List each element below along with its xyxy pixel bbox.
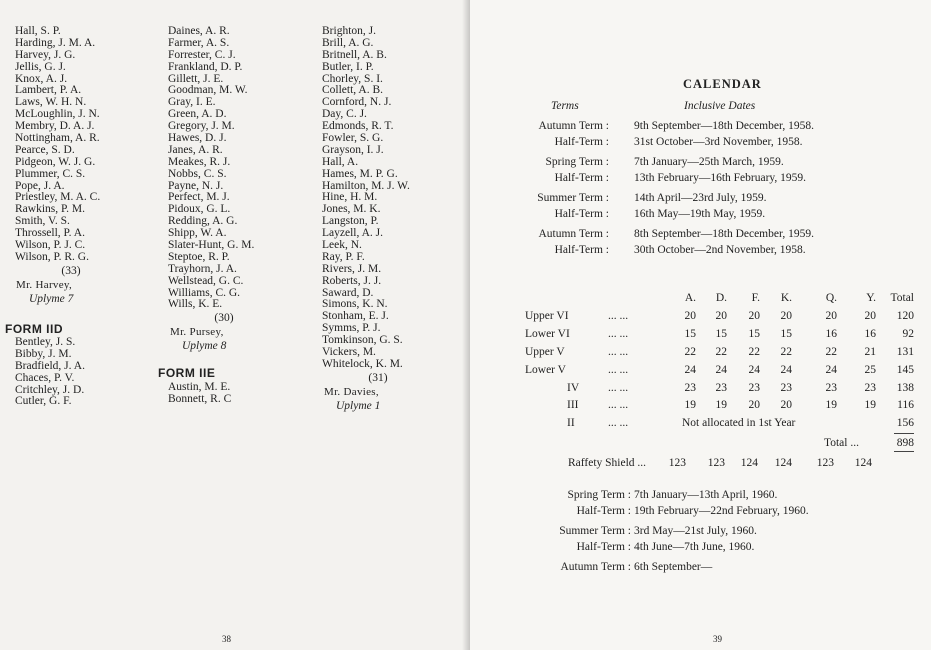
form-count: (33) — [61, 264, 81, 277]
row-label: III — [567, 399, 579, 412]
table-cell: 24 — [748, 363, 760, 376]
table-cell: 20 — [748, 399, 760, 412]
dates-header: Inclusive Dates — [684, 100, 756, 112]
table-cell: 131 — [896, 345, 914, 358]
student-name: Layzell, A. J. — [322, 227, 383, 240]
table-cell: 24 — [684, 363, 696, 376]
table-cell: 16 — [864, 327, 876, 340]
form-room: Uplyme 8 — [182, 340, 227, 353]
row-label: Lower V — [525, 363, 566, 376]
table-cell: 20 — [825, 309, 837, 322]
term-dates: 30th October—2nd November, 1958. — [634, 244, 806, 256]
table-cell: 23 — [780, 381, 792, 394]
term-label: Half-Term : — [554, 244, 609, 256]
table-cell: 16 — [825, 327, 837, 340]
term-label: Half-Term : — [576, 505, 631, 517]
page-number-left: 38 — [222, 634, 231, 644]
total-rule-bottom — [894, 451, 914, 452]
student-name: Hames, M. P. G. — [322, 167, 398, 180]
student-name: Nottingham, A. R. — [15, 132, 100, 145]
term-label: Half-Term : — [576, 541, 631, 553]
student-name: Ray, P. F. — [322, 250, 365, 263]
term-dates: 13th February—16th February, 1959. — [634, 172, 807, 184]
student-name: Austin, M. E. — [168, 381, 231, 393]
grand-total: 898 — [896, 437, 914, 450]
term-label: Summer Term : — [559, 525, 631, 537]
right-page — [470, 0, 931, 650]
term-dates: 6th September— — [634, 561, 713, 573]
table-cell: 19 — [825, 399, 837, 412]
term-dates: 3rd May—21st July, 1960. — [634, 525, 757, 537]
student-name: Edmonds, R. T. — [322, 120, 394, 133]
term-dates: 8th September—18th December, 1959. — [634, 228, 814, 240]
leader-dots: ... ... — [608, 399, 629, 412]
terms-header: Terms — [551, 100, 579, 112]
term-label: Summer Term : — [537, 192, 609, 204]
form-master: Mr. Harvey, — [16, 278, 73, 291]
student-name: Gillett, J. E. — [168, 72, 224, 85]
table-cell: 92 — [902, 327, 914, 340]
row-label: Upper V — [525, 345, 565, 358]
row-label: Upper VI — [525, 309, 569, 322]
student-name: Nobbs, C. S. — [168, 167, 227, 180]
student-name: Laws, W. H. N. — [15, 96, 87, 109]
student-name: Bibby, J. M. — [15, 347, 72, 360]
student-name: Wellstead, G. C. — [168, 274, 244, 287]
row-label: II — [567, 417, 575, 430]
column-header: F. — [751, 292, 760, 304]
student-name: Bonnett, R. C — [168, 392, 232, 405]
term-label: Autumn Term : — [538, 228, 609, 240]
leader-dots: ... ... — [608, 381, 629, 394]
student-name: Forrester, C. J. — [168, 48, 236, 61]
term-dates: 14th April—23rd July, 1959. — [634, 192, 767, 204]
student-name: Janes, A. R. — [168, 143, 223, 156]
allocation-note: Not allocated in 1st Year — [682, 417, 796, 430]
student-name: Farmer, A. S. — [168, 36, 230, 49]
student-name: Harding, J. M. A. — [15, 36, 96, 49]
student-name-list — [322, 26, 462, 371]
student-name: Tomkinson, G. S. — [322, 334, 403, 347]
student-name: Chorley, S. I. — [322, 72, 383, 85]
form-iid-list — [15, 337, 165, 408]
student-name: Pidoux, G. L. — [168, 203, 231, 216]
student-name: Green, A. D. — [168, 108, 227, 121]
student-name-list — [15, 26, 165, 264]
table-cell: 19 — [684, 399, 696, 412]
table-cell: 19 — [715, 399, 727, 412]
term-dates: 31st October—3rd November, 1958. — [634, 136, 803, 148]
table-cell: 15 — [684, 327, 696, 340]
term-label: Half-Term : — [554, 136, 609, 148]
shield-value: 124 — [740, 457, 758, 470]
term-label: Autumn Term : — [538, 120, 609, 132]
student-name: Redding, A. G. — [168, 215, 238, 228]
table-cell: 20 — [780, 399, 792, 412]
table-cell: 25 — [864, 363, 876, 376]
student-name: Knox, A. J. — [15, 72, 68, 85]
student-name: Cornford, N. J. — [322, 96, 392, 109]
table-cell: 22 — [748, 345, 760, 358]
column-header: A. — [684, 292, 696, 304]
table-cell: 23 — [864, 381, 876, 394]
student-name: Harvey, J. G. — [15, 48, 76, 61]
student-name: Plummer, C. S. — [15, 167, 86, 180]
table-cell: 24 — [825, 363, 837, 376]
student-name: Smith, V. S. — [15, 215, 70, 228]
term-dates: 4th June—7th June, 1960. — [634, 541, 755, 553]
table-cell: 138 — [896, 381, 914, 394]
table-cell: 22 — [825, 345, 837, 358]
calendar-title: CALENDAR — [683, 77, 762, 91]
student-name: Wills, K. E. — [168, 298, 223, 311]
term-dates: 7th January—25th March, 1959. — [634, 156, 784, 168]
form-heading-iie: FORM IIE — [158, 366, 216, 380]
term-dates: 19th February—22nd February, 1960. — [634, 505, 809, 517]
table-cell: 156 — [896, 417, 914, 430]
shield-value: 123 — [668, 457, 686, 470]
student-name: Hall, A. — [322, 155, 359, 168]
form-count: (30) — [214, 312, 234, 325]
student-name: Jellis, G. J. — [15, 60, 66, 73]
student-name-list — [15, 337, 165, 408]
student-name: Chaces, P. V. — [15, 371, 75, 384]
student-name: Britnell, A. B. — [322, 48, 387, 61]
student-name: Saward, D. — [322, 286, 374, 299]
column-header: Y. — [866, 292, 876, 304]
form-count: (31) — [368, 371, 388, 384]
student-name: Symms, P. J. — [322, 322, 381, 335]
table-cell: 20 — [864, 309, 876, 322]
form-master: Mr. Pursey, — [170, 326, 224, 339]
student-name: Hamilton, M. J. W. — [322, 179, 410, 192]
student-name: Wilson, P. J. C. — [15, 239, 86, 252]
form-list-column-3 — [322, 26, 462, 413]
table-cell: 23 — [825, 381, 837, 394]
table-cell: 15 — [715, 327, 727, 340]
leader-dots: ... ... — [608, 345, 629, 358]
student-name: Bentley, J. S. — [15, 336, 76, 348]
student-name: Butler, I. P. — [322, 60, 374, 73]
student-name: Payne, N. J. — [168, 179, 224, 192]
row-label: IV — [567, 381, 580, 394]
student-name: Hine, H. M. — [322, 191, 378, 204]
student-name: Lambert, P. A. — [15, 84, 82, 97]
table-cell: 22 — [684, 345, 696, 358]
shield-value: 123 — [707, 457, 725, 470]
total-rule-top — [894, 433, 914, 434]
term-label: Half-Term : — [554, 172, 609, 184]
shield-label: Raffety Shield ... — [568, 457, 647, 470]
table-cell: 20 — [748, 309, 760, 322]
student-name: Hawes, D. J. — [168, 132, 227, 145]
student-name: Cutler, G. F. — [15, 395, 72, 408]
table-cell: 23 — [748, 381, 760, 394]
student-name: Brighton, J. — [322, 25, 376, 37]
table-cell: 116 — [897, 399, 914, 412]
student-name: Collett, A. B. — [322, 84, 384, 97]
column-header: Total — [890, 292, 914, 304]
student-name: Daines, A. R. — [168, 25, 230, 37]
row-label: Lower VI — [525, 327, 570, 340]
student-name: Bradfield, J. A. — [15, 359, 85, 372]
table-cell: 20 — [715, 309, 727, 322]
leader-dots: ... ... — [608, 417, 629, 430]
table-cell: 23 — [684, 381, 696, 394]
student-name: Frankland, D. P. — [168, 60, 243, 73]
student-name: Langston, P. — [322, 215, 379, 228]
table-cell: 21 — [864, 345, 876, 358]
table-cell: 15 — [780, 327, 792, 340]
table-cell: 15 — [748, 327, 760, 340]
student-name: McLoughlin, J. N. — [15, 108, 100, 121]
student-name: Whitelock, K. M. — [322, 357, 403, 370]
column-header: D. — [715, 292, 727, 304]
table-cell: 19 — [864, 399, 876, 412]
leader-dots: ... ... — [608, 327, 629, 340]
student-name: Critchley, J. D. — [15, 383, 85, 396]
student-name: Brill, A. G. — [322, 36, 374, 49]
table-cell: 24 — [715, 363, 727, 376]
table-cell: 22 — [715, 345, 727, 358]
student-name: Williams, C. G. — [168, 286, 241, 299]
total-label: Total ... — [824, 437, 859, 450]
page-number-right: 39 — [713, 634, 722, 644]
student-name: Day, C. J. — [322, 108, 367, 121]
student-name: Meakes, R. J. — [168, 155, 231, 168]
term-dates: 16th May—19th May, 1959. — [634, 208, 766, 220]
term-label: Spring Term : — [545, 156, 609, 168]
student-name: Stonham, E. J. — [322, 310, 389, 323]
student-name: Grayson, I. J. — [322, 143, 384, 156]
form-list-column-1 — [15, 26, 165, 306]
term-dates: 9th September—18th December, 1958. — [634, 120, 814, 132]
form-master: Mr. Davies, — [324, 385, 379, 398]
form-room: Uplyme 7 — [29, 292, 74, 305]
table-cell: 20 — [684, 309, 696, 322]
term-label: Autumn Term : — [560, 561, 631, 573]
leader-dots: ... ... — [608, 309, 629, 322]
shield-value: 124 — [774, 457, 792, 470]
student-name: Throssell, P. A. — [15, 227, 85, 240]
student-name-list — [168, 26, 318, 311]
student-name: Steptoe, R. P. — [168, 250, 230, 263]
student-name: Gregory, J. M. — [168, 120, 235, 133]
student-name: Gray, I. E. — [168, 96, 216, 109]
student-name: Fowler, S. G. — [322, 132, 384, 145]
leader-dots: ... ... — [608, 363, 629, 376]
student-name: Pidgeon, W. J. G. — [15, 155, 96, 168]
student-name: Perfect, M. J. — [168, 191, 230, 204]
student-name: Simons, K. N. — [322, 298, 388, 311]
term-dates: 7th January—13th April, 1960. — [634, 489, 778, 501]
column-header: K. — [780, 292, 792, 304]
shield-value: 124 — [854, 457, 872, 470]
form-iie-list — [168, 382, 318, 406]
student-name-list — [168, 382, 318, 406]
column-header: Q. — [825, 292, 837, 304]
student-name: Slater-Hunt, G. M. — [168, 239, 255, 252]
student-name: Shipp, W. A. — [168, 227, 227, 240]
student-name: Vickers, M. — [322, 346, 376, 359]
table-cell: 23 — [715, 381, 727, 394]
table-cell: 22 — [780, 345, 792, 358]
table-cell: 145 — [896, 363, 914, 376]
form-list-column-2 — [168, 26, 318, 353]
student-name: Roberts, J. J. — [322, 274, 382, 287]
table-cell: 120 — [896, 309, 914, 322]
student-name: Pearce, S. D. — [15, 143, 75, 156]
shield-value: 123 — [816, 457, 834, 470]
student-name: Hall, S. P. — [15, 25, 61, 37]
student-name: Rawkins, P. M. — [15, 203, 85, 216]
term-label: Spring Term : — [567, 489, 631, 501]
student-name: Trayhorn, J. A. — [168, 262, 237, 275]
table-cell: 20 — [780, 309, 792, 322]
student-name: Priestley, M. A. C. — [15, 191, 101, 204]
student-name: Pope, J. A. — [15, 179, 65, 192]
term-label: Half-Term : — [554, 208, 609, 220]
student-name: Jones, M. K. — [322, 203, 381, 216]
student-name: Rivers, J. M. — [322, 262, 382, 275]
student-name: Leek, N. — [322, 239, 362, 252]
student-name: Membry, D. A. J. — [15, 120, 95, 133]
form-heading-iid: FORM IID — [5, 322, 63, 336]
form-room: Uplyme 1 — [336, 399, 381, 412]
table-cell: 24 — [780, 363, 792, 376]
student-name: Wilson, P. R. G. — [15, 250, 89, 263]
student-name: Goodman, M. W. — [168, 84, 248, 97]
